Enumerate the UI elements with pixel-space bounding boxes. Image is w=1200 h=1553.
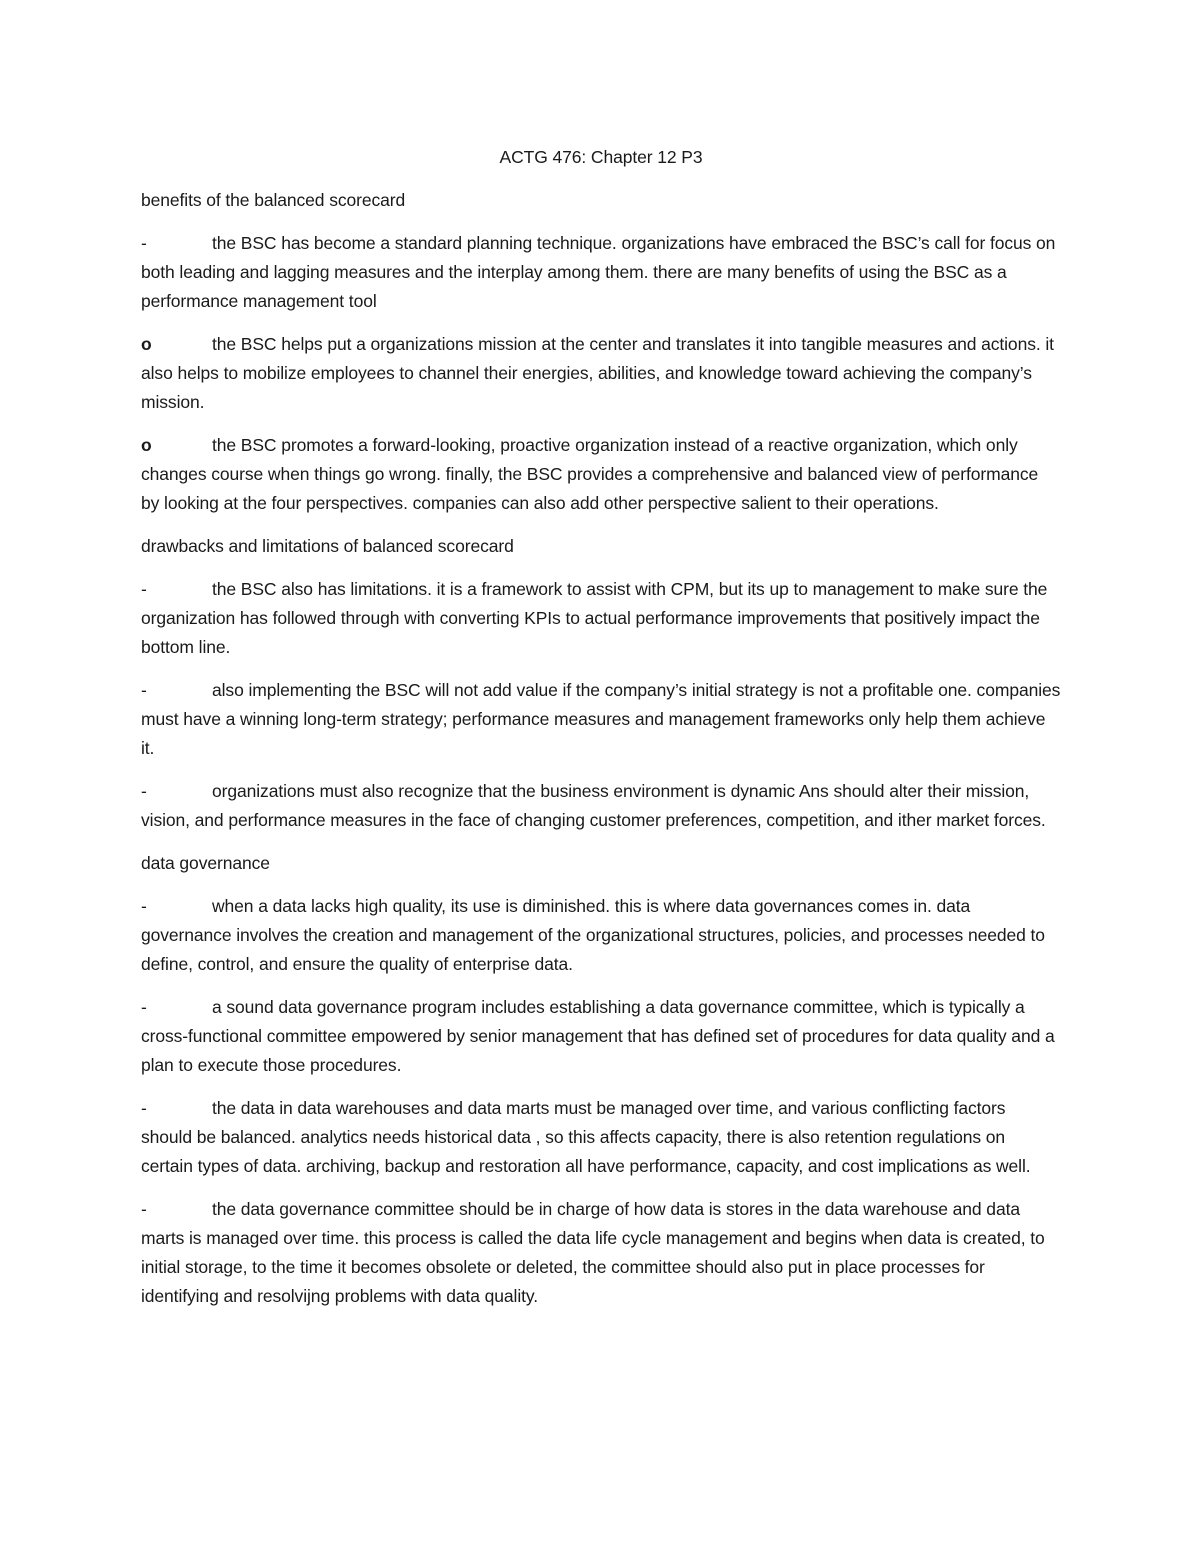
- list-item-text: the data governance committee should be in charge of how data is stores in the data warehouse and data marts is managed over time. this process is called the data life cycle management and begins when data is created, to initial storage, to the time it becomes obsolete or deleted, the committee should also put in place processes for identifying and resolvijng problems with data quality.: [141, 1199, 1045, 1306]
- list-item: [141, 777, 1061, 835]
- list-item-text: the BSC helps put a organizations mission at the center and translates it into tangible measures and actions. it also helps to mobilize employees to channel their energies, abilities, and knowledge toward achieving the company’s mission.: [141, 334, 1054, 412]
- dash-bullet: -: [141, 233, 147, 253]
- section-benefits: [141, 186, 1061, 518]
- dash-bullet: -: [141, 1098, 147, 1118]
- dash-bullet: -: [141, 781, 147, 801]
- list-item: [141, 676, 1061, 763]
- list-item: [141, 892, 1061, 979]
- section-drawbacks: [141, 532, 1061, 835]
- list-item-text: also implementing the BSC will not add value if the company’s initial strategy is not a profitable one. companies must have a winning long-term strategy; performance measures and management frameworks only help them achieve it.: [141, 680, 1061, 758]
- list-item-text: when a data lacks high quality, its use is diminished. this is where data governances comes in. data governance involves the creation and management of the organizational structures, policies, and processes needed to define, control, and ensure the quality of enterprise data.: [141, 896, 1045, 974]
- list-item: [141, 431, 1061, 518]
- circle-bullet: o: [141, 334, 152, 354]
- list-item-text: the BSC promotes a forward-looking, proactive organization instead of a reactive organization, which only changes course when things go wrong. finally, the BSC provides a comprehensive and balanced view of performance by looking at the four perspectives. companies can also add other perspective salient to their operations.: [141, 435, 1039, 513]
- section-heading: drawbacks and limitations of balanced scorecard: [141, 536, 514, 556]
- list-item: [141, 993, 1061, 1080]
- list-item-text: the BSC also has limitations. it is a framework to assist with CPM, but its up to management to make sure the organization has followed through with converting KPIs to actual performance improvements that positively impact the bottom line.: [141, 579, 1048, 657]
- list-item: [141, 1094, 1061, 1181]
- dash-bullet: -: [141, 680, 147, 700]
- dash-bullet: -: [141, 997, 147, 1017]
- document-title: ACTG 476: Chapter 12 P3: [499, 147, 703, 167]
- list-item: [141, 575, 1061, 662]
- list-item-text: a sound data governance program includes establishing a data governance committee, which is typically a cross-functional committee empowered by senior management that has defined set of procedures for data quality and a plan to execute those procedures.: [141, 997, 1055, 1075]
- dash-bullet: -: [141, 579, 147, 599]
- list-item: [141, 330, 1061, 417]
- section-data-governance: [141, 849, 1061, 1311]
- list-item-text: the BSC has become a standard planning technique. organizations have embraced the BSC’s call for focus on both leading and lagging measures and the interplay among them. there are many benefits of using the BSC as a performance management tool: [141, 233, 1056, 311]
- dash-bullet: -: [141, 1199, 147, 1219]
- document-body: [141, 143, 1061, 1325]
- section-heading: data governance: [141, 853, 270, 873]
- dash-bullet: -: [141, 896, 147, 916]
- list-item-text: organizations must also recognize that the business environment is dynamic Ans should alter their mission, vision, and performance measures in the face of changing customer preferences, competition, and ither market forces.: [141, 781, 1046, 830]
- list-item: [141, 229, 1061, 316]
- section-heading: benefits of the balanced scorecard: [141, 190, 406, 210]
- list-item: [141, 1195, 1061, 1311]
- list-item-text: the data in data warehouses and data marts must be managed over time, and various conflicting factors should be balanced. analytics needs historical data , so this affects capacity, there is also retention regulations on certain types of data. archiving, backup and restoration all have performance, capacity, and cost implications as well.: [141, 1098, 1031, 1176]
- circle-bullet: o: [141, 435, 152, 455]
